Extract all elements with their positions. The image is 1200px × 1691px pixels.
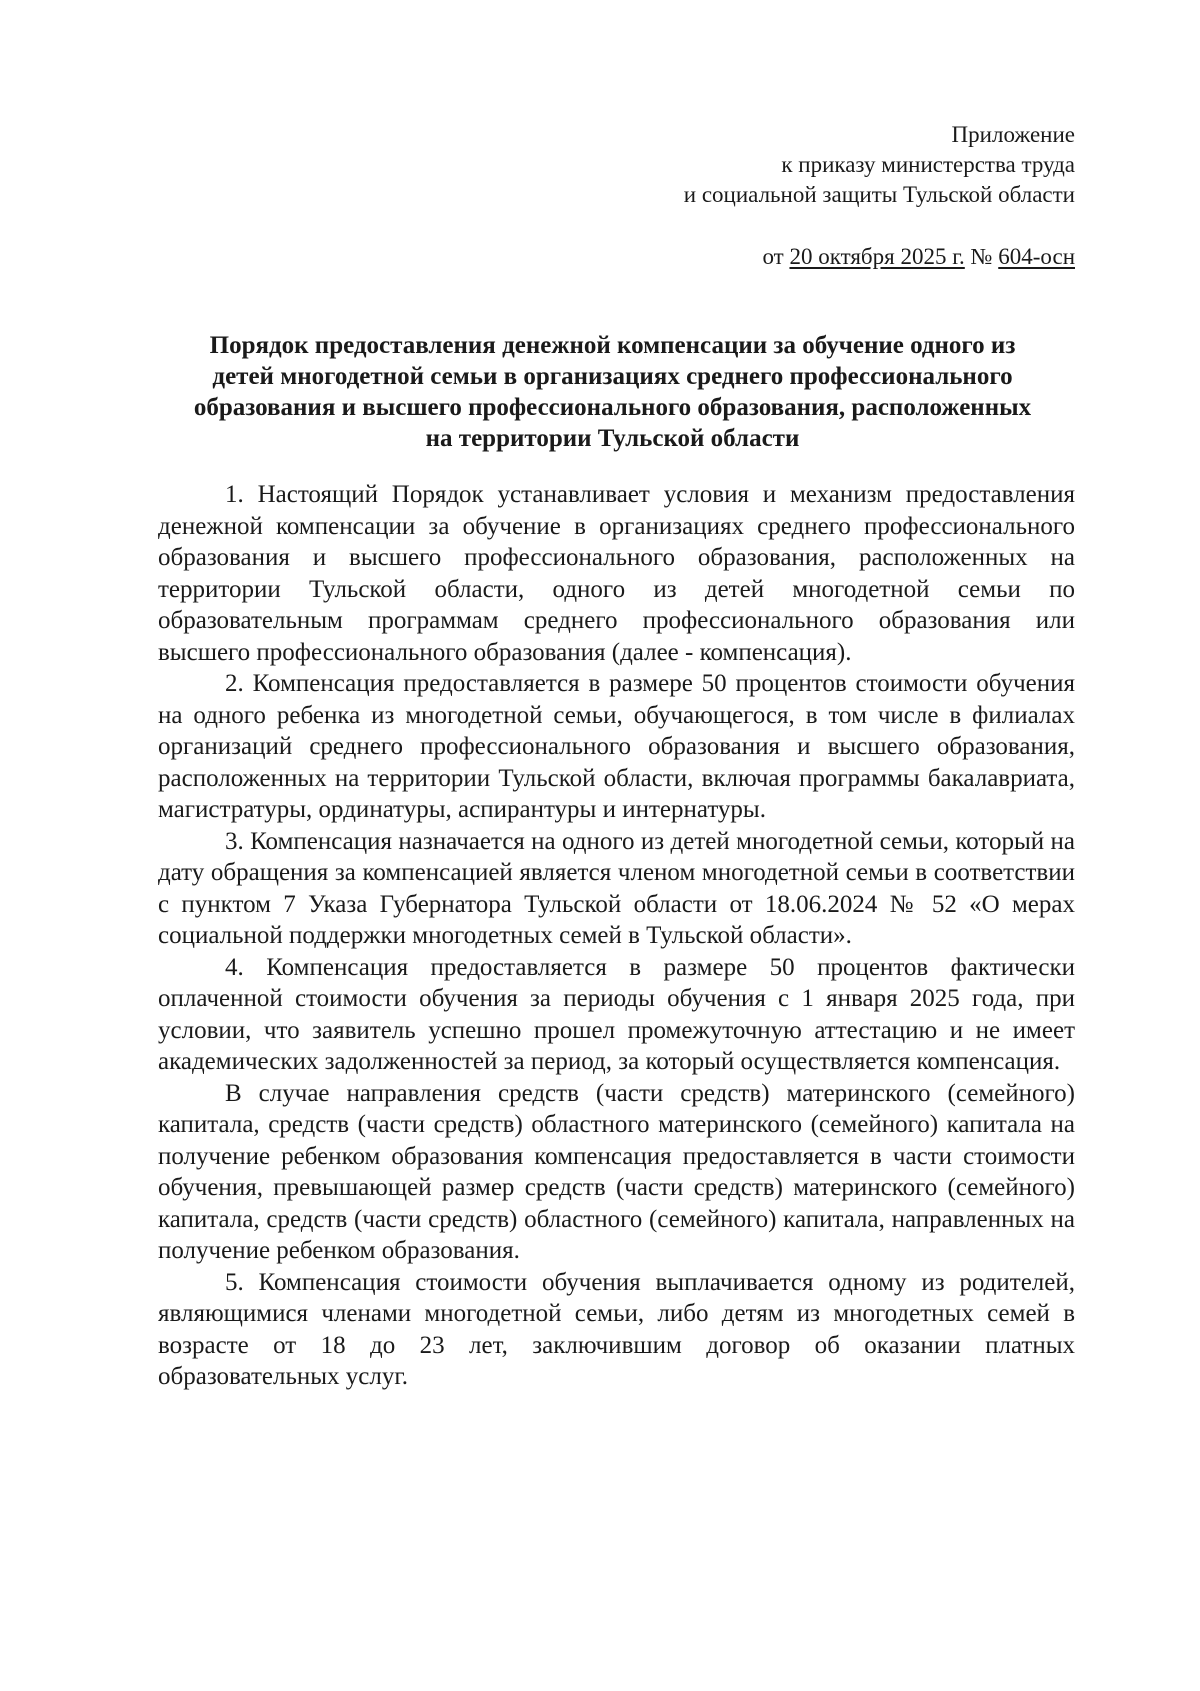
- document-body: [158, 479, 1075, 1393]
- appendix-title: Приложение: [951, 122, 1075, 147]
- title-line-3: образования и высшего профессионального образования, расположенных: [193, 394, 1032, 421]
- paragraph-4: 4. Компенсация предоставляется в размере 50 процентов фактически оплаченной стоимости обучения за периоды обучения с 1 января 2025 года, при условии, что заявитель успешно прошел промежуточную аттестацию и не имеет академических задолженностей за период, за который осуществляется компенсация.: [158, 953, 1075, 1075]
- order-date: 20 октября 2025 г.: [789, 244, 965, 269]
- paragraph-1: 1. Настоящий Порядок устанавливает условия и механизм предоставления денежной компенсации за обучение в организациях среднего профессионального образования и высшего профессионального образования, расположенных на территории Тульской области, одного из детей многодетной семьи по образовательным программам среднего профессионального образования или высшего профессионального образования (далее - компенсация).: [158, 481, 1075, 666]
- order-number: 604-осн: [998, 244, 1075, 269]
- paragraph-5: 5. Компенсация стоимости обучения выплачивается одному из родителей, являющимися членами многодетной семьи, либо детям из многодетных семей в возрасте от 18 до 23 лет, заключившим договор об оказании платных образовательных услуг.: [158, 1268, 1075, 1390]
- title-line-1: Порядок предоставления денежной компенсации за обучение одного из: [209, 332, 1016, 359]
- title-line-2: детей многодетной семьи в организациях среднего профессионального: [212, 363, 1013, 390]
- paragraph-3: 3. Компенсация назначается на одного из детей многодетной семьи, который на дату обращения за компенсацией является членом многодетной семьи в соответствии с пунктом 7 Указа Губернатора Тульской области от 18.06.2024 № 52 «О мерах социальной поддержки многодетных семей в Тульской области».: [158, 827, 1075, 949]
- order-reference: [475, 242, 1075, 272]
- order-prefix: от: [762, 244, 784, 269]
- title-line-4: на территории Тульской области: [425, 425, 800, 452]
- appendix-reference-line: к приказу министерства труда: [781, 152, 1075, 177]
- paragraph-4-continuation: В случае направления средств (части средств) материнского (семейного) капитала, средств (части средств) областного материнского (семейного) капитала на получение ребенком образования компенсация предоставляется в части стоимости обучения, превышающей размер средств (части средств) материнского (семейного) капитала, средств (части средств) областного (семейного) капитала, направленных на получение ребенком образования.: [158, 1079, 1075, 1264]
- paragraph-2: 2. Компенсация предоставляется в размере 50 процентов стоимости обучения на одного ребенка из многодетной семьи, обучающегося, в том числе в филиалах организаций среднего профессионального образования и высшего образования, расположенных на территории Тульской области, включая программы бакалавриата, магистратуры, ординатуры, аспирантуры и интернатуры.: [158, 670, 1075, 823]
- appendix-header: [475, 120, 1075, 272]
- order-number-sign: №: [970, 244, 993, 269]
- appendix-ministry-line: и социальной защиты Тульской области: [683, 182, 1075, 207]
- document-title: [150, 330, 1075, 454]
